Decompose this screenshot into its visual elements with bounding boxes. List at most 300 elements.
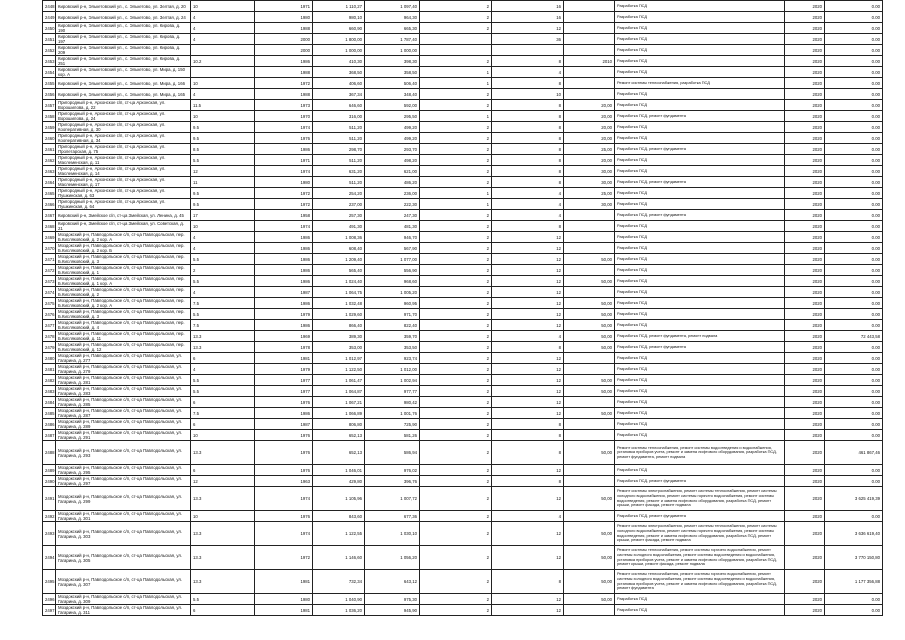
apartments-cell: 4 [492,210,564,221]
apartments-cell: 8 [492,56,564,67]
work-type-cell: Разработка ПСД, ремонт фундамента [615,210,785,221]
work-type-cell: Разработка ПСД [615,265,785,276]
table-row [43,67,883,78]
living-area-cell: 1 787,40 [365,34,420,45]
plan-year-cell: 2020 [785,570,825,594]
apartments-cell: 12 [492,364,564,375]
table-row [43,408,883,419]
table-row [43,375,883,386]
floors-cell: 2 [420,56,492,67]
year-built-cell: 1981 [255,605,313,616]
wear-cell: 4 [191,232,255,243]
apartments-cell: 12 [492,353,564,364]
total-area-cell: 1 066,89 [313,408,365,419]
total-area-cell: 1 046,01 [313,465,365,476]
floors-cell: 2 [420,23,492,34]
wear-cell: 9.5 [191,133,255,144]
extra-cell [564,221,615,232]
address-cell: Кировский р-н, Элькетовский ул., с. Элькетово, ул. Кирова, д. 251 [56,56,191,67]
extra-cell: 20,00 [564,122,615,133]
document-sheet [42,0,882,616]
table-row [43,441,883,465]
living-area-cell: 923,74 [365,353,420,364]
extra-cell: 30,00 [564,199,615,210]
plan-year-cell: 2020 [785,232,825,243]
address-cell: Кировский р-н, Элькетовский ул., с. Элькетово, ул. Мира, д. 166 [56,78,191,89]
year-built-cell: 1980 [255,12,313,23]
apartments-cell: 4 [492,331,564,342]
total-area-cell: 257,30 [313,210,365,221]
row-number: 2497 [43,605,56,616]
cost-cell: 0.00 [825,353,883,364]
year-built-cell: 1976 [255,511,313,522]
floors-cell: 2 [420,353,492,364]
table-row [43,133,883,144]
work-type-cell: Разработка ПСД [615,254,785,265]
total-area-cell: 1 122,55 [313,522,365,546]
wear-cell: 12 [191,476,255,487]
address-cell: Кировский р-н, Элькетовский ул., с. Элькетово, ул. Мира, д. 165 [56,89,191,100]
extra-cell: 20,00 [564,155,615,166]
apartments-cell: 8 [492,133,564,144]
plan-year-cell: 2020 [785,342,825,353]
floors-cell: 2 [420,265,492,276]
row-number: 2473 [43,276,56,287]
wear-cell: 6 [191,353,255,364]
wear-cell: 5.5 [191,386,255,397]
living-area-cell: 1 001,76 [365,408,420,419]
apartments-cell: 8 [492,78,564,89]
row-number: 2492 [43,511,56,522]
floors-cell: 2 [420,276,492,287]
year-built-cell: 2000 [255,45,313,56]
row-number: 2485 [43,408,56,419]
row-number: 2484 [43,397,56,408]
extra-cell: 20,00 [564,100,615,111]
living-area-cell: 353,50 [365,342,420,353]
floors-cell: 1 [420,111,492,122]
plan-year-cell: 2020 [785,441,825,465]
plan-year-cell: 2020 [785,177,825,188]
living-area-cell: 498,20 [365,155,420,166]
cost-cell: 3 636 619,40 [825,522,883,546]
address-cell: Моздокский р-н, Павлодольское с/п, ст-ца Павлодольская, ул. Гагарина, д. 311 [56,605,191,616]
address-cell: Моздокский р-н, Павлодольское с/п, ст-ца Павлодольская, пер. Б.Кисляковский, д. 3 [56,254,191,265]
table-row [43,232,883,243]
wear-cell: 7.5 [191,320,255,331]
living-area-cell: 946,70 [365,232,420,243]
year-built-cell: 1971 [255,155,313,166]
work-type-cell: Разработка ПСД [615,67,785,78]
extra-cell [564,265,615,276]
work-type-cell: Разработка ПСД [615,12,785,23]
address-cell: Моздокский р-н, Павлодольское с/п, ст-ца Павлодольская, ул. Гагарина, д. 277 [56,353,191,364]
address-cell: Моздокский р-н, Павлодольское с/п, ст-ца Павлодольская, ул. Гагарина, д. 301 [56,511,191,522]
total-area-cell: 511,20 [313,122,365,133]
wear-cell: 13.3 [191,546,255,570]
apartments-cell: 8 [492,570,564,594]
floors-cell: 2 [420,309,492,320]
address-cell: Кировский р-н, Змейское с/п, ст-ца Змейская, ул. Ленина, д. 45 [56,210,191,221]
wear-cell: 2 [191,265,255,276]
plan-year-cell: 2020 [785,221,825,232]
total-area-cell: 1 064,75 [313,287,365,298]
extra-cell [564,419,615,430]
apartments-cell: 12 [492,465,564,476]
capital-repair-table [42,0,883,616]
table-row [43,221,883,232]
work-type-cell: Разработка ПСД [615,320,785,331]
extra-cell: 50,00 [564,375,615,386]
table-row [43,546,883,570]
row-number: 2496 [43,594,56,605]
address-cell: Кировский р-н, Элькетовский ул., с. Элькетово, ул. Кирова, д. 190 [56,23,191,34]
cost-cell: 0.00 [825,221,883,232]
work-type-cell: Разработка ПСД [615,465,785,476]
plan-year-cell: 2020 [785,487,825,511]
cost-cell: 0.00 [825,100,883,111]
apartments-cell [492,45,564,56]
plan-year-cell: 2020 [785,122,825,133]
apartments-cell: 8 [492,476,564,487]
address-cell: Моздокский р-н, Павлодольское с/п, ст-ца Павлодольская, ул. Гагарина, д. 309 [56,594,191,605]
row-number: 2468 [43,221,56,232]
table-row [43,419,883,430]
table-row [43,287,883,298]
extra-cell [564,232,615,243]
year-built-cell: 1980 [255,594,313,605]
floors-cell: 2 [420,522,492,546]
row-number: 2462 [43,155,56,166]
living-area-cell: 481,30 [365,221,420,232]
year-built-cell: 1972 [255,188,313,199]
cost-cell: 0.00 [825,287,883,298]
floors-cell: 1 [420,199,492,210]
cost-cell: 0.00 [825,232,883,243]
extra-cell [564,67,615,78]
total-area-cell: 652,13 [313,430,365,441]
living-area-cell: 1 077,00 [365,254,420,265]
table-row [43,594,883,605]
row-number: 2495 [43,570,56,594]
year-built-cell: 1976 [255,465,313,476]
extra-cell [564,89,615,100]
plan-year-cell: 2020 [785,331,825,342]
cost-cell: 0.00 [825,276,883,287]
living-area-cell: 499,20 [365,133,420,144]
floors-cell: 2 [420,511,492,522]
year-built-cell: 1971 [255,1,313,12]
row-number: 2478 [43,331,56,342]
apartments-cell: 8 [492,122,564,133]
wear-cell: 7.5 [191,298,255,309]
total-area-cell: 1 012,97 [313,353,365,364]
apartments-cell: 12 [492,546,564,570]
work-type-cell: Ремонт системы теплоснабжения, разработка ПСД [615,78,785,89]
wear-cell: 10 [191,430,255,441]
extra-cell: 50,00 [564,309,615,320]
table-row [43,265,883,276]
address-cell: Моздокский р-н, Павлодольское с/п, ст-ца Павлодольская, ул. Гагарина, д. 305 [56,546,191,570]
row-number: 2452 [43,45,56,56]
row-number: 2480 [43,353,56,364]
apartments-cell: 12 [492,23,564,34]
wear-cell: 6 [191,465,255,476]
wear-cell: 9.5 [191,122,255,133]
plan-year-cell: 2020 [785,210,825,221]
year-built-cell: 1988 [255,89,313,100]
plan-year-cell: 2020 [785,265,825,276]
total-area-cell: 1 105,96 [313,487,365,511]
work-type-cell: Разработка ПСД [615,386,785,397]
row-number: 2472 [43,265,56,276]
table-row [43,188,883,199]
extra-cell: 50,00 [564,342,615,353]
year-built-cell: 1986 [255,243,313,254]
living-area-cell: 1 005,20 [365,287,420,298]
year-built-cell: 1976 [255,133,313,144]
total-area-cell: 511,20 [313,177,365,188]
cost-cell: 0.00 [825,419,883,430]
plan-year-cell: 2020 [785,166,825,177]
year-built-cell: 1958 [255,210,313,221]
year-built-cell: 1986 [255,276,313,287]
living-area-cell: 247,30 [365,210,420,221]
plan-year-cell: 2020 [785,522,825,546]
extra-cell: 2010 [564,56,615,67]
row-number: 2494 [43,546,56,570]
row-number: 2454 [43,67,56,78]
floors-cell: 2 [420,342,492,353]
work-type-cell: Ремонт системы теплоснабжения, ремонт системы водоотведения и водоснабжения, установка приборов учета, ремонт и замена лифтового оборудования, разработка ПСД, ремонт фундамента, ремонт подвала [615,441,785,465]
living-area-cell: 960,95 [365,298,420,309]
plan-year-cell: 2020 [785,309,825,320]
table-row [43,210,883,221]
table-row [43,111,883,122]
cost-cell: 0.00 [825,298,883,309]
wear-cell [191,45,255,56]
total-area-cell: 491,30 [313,221,365,232]
floors-cell: 2 [420,12,492,23]
row-number: 2487 [43,430,56,441]
year-built-cell: 1974 [255,487,313,511]
extra-cell: 50,00 [564,386,615,397]
extra-cell: 25,00 [564,188,615,199]
total-area-cell: 1 032,48 [313,298,365,309]
wear-cell: 13.3 [191,331,255,342]
row-number: 2463 [43,166,56,177]
floors-cell: 2 [420,570,492,594]
apartments-cell: 8 [492,441,564,465]
work-type-cell: Разработка ПСД [615,594,785,605]
living-area-cell: 621,00 [365,166,420,177]
cost-cell: 0.00 [825,465,883,476]
total-area-cell: 298,70 [313,144,365,155]
extra-cell [564,430,615,441]
work-type-cell: Разработка ПСД [615,276,785,287]
living-area-cell: 1 000,00 [365,45,420,56]
extra-cell [564,605,615,616]
apartments-cell: 12 [492,232,564,243]
wear-cell: 10 [191,78,255,89]
cost-cell: 0.00 [825,89,883,100]
apartments-cell: 8 [492,100,564,111]
plan-year-cell: 2020 [785,243,825,254]
year-built-cell: 1988 [255,23,313,34]
plan-year-cell: 2020 [785,45,825,56]
cost-cell: 0.00 [825,309,883,320]
wear-cell: 17 [191,210,255,221]
total-area-cell: 646,60 [313,100,365,111]
wear-cell: 5.5 [191,254,255,265]
work-type-cell: Разработка ПСД [615,287,785,298]
wear-cell: 4 [191,287,255,298]
apartments-cell: 12 [492,386,564,397]
extra-cell [564,287,615,298]
total-area-cell: 1 008,36 [313,232,365,243]
living-area-cell: 581,26 [365,430,420,441]
table-row [43,100,883,111]
table-row [43,342,883,353]
wear-cell: 11 [191,177,255,188]
living-area-cell: 236,00 [365,188,420,199]
work-type-cell: Разработка ПСД [615,430,785,441]
extra-cell: 25,00 [564,144,615,155]
table-row [43,166,883,177]
extra-cell [564,465,615,476]
plan-year-cell: 2020 [785,276,825,287]
year-built-cell: 1974 [255,221,313,232]
plan-year-cell: 2020 [785,67,825,78]
total-area-cell: 410,30 [313,56,365,67]
work-type-cell: Разработка ПСД [615,34,785,45]
plan-year-cell: 2020 [785,375,825,386]
year-built-cell: 1979 [255,364,313,375]
year-built-cell: 1981 [255,353,313,364]
apartments-cell: 12 [492,309,564,320]
extra-cell [564,23,615,34]
year-built-cell: 1973 [255,100,313,111]
extra-cell: 50,00 [564,320,615,331]
living-area-cell: 398,30 [365,56,420,67]
living-area-cell: 486,20 [365,177,420,188]
address-cell: Моздокский р-н, Павлодольское с/п, ст-ца Павлодольская, пер. Б.Кисляковский, д. 1 [56,265,191,276]
year-built-cell: 1987 [255,419,313,430]
living-area-cell: 975,30 [365,594,420,605]
living-area-cell: 968,60 [365,276,420,287]
total-area-cell: 980,10 [313,12,365,23]
year-built-cell: 1976 [255,430,313,441]
total-area-cell: 429,80 [313,476,365,487]
address-cell: Кировский р-н, Элькетовский ул., с. Элькетово, ул. Мира, д. 150 кор. А [56,67,191,78]
address-cell: Пригородный р-н, Архонское с/п, ст-ца Архонская, ул. Маслеменская, д. 17 [56,177,191,188]
plan-year-cell: 2020 [785,100,825,111]
row-number: 2465 [43,188,56,199]
cost-cell: 0.00 [825,342,883,353]
address-cell: Пригородный р-н, Архонское с/п, ст-ца Архонская, ул. Пушкинская, д. 64 [56,199,191,210]
wear-cell: 11.5 [191,100,255,111]
work-type-cell: Разработка ПСД [615,364,785,375]
extra-cell: 50,00 [564,441,615,465]
work-type-cell: Разработка ПСД [615,298,785,309]
apartments-cell: 8 [492,111,564,122]
living-area-cell: 396,76 [365,476,420,487]
living-area-cell: 643,12 [365,570,420,594]
row-number: 2474 [43,287,56,298]
extra-cell: 50,00 [564,570,615,594]
plan-year-cell: 2020 [785,155,825,166]
wear-cell: 10 [191,1,255,12]
work-type-cell: Разработка ПСД, ремонт фундамента [615,511,785,522]
floors-cell: 2 [420,100,492,111]
work-type-cell: Разработка ПСД, ремонт фундамента [615,144,785,155]
table-row [43,122,883,133]
address-cell: Моздокский р-н, Павлодольское с/п, ст-ца Павлодольская, пер. Б.Кисляковский, д. 4 [56,320,191,331]
table-row [43,364,883,375]
living-area-cell: 1 097,40 [365,1,420,12]
plan-year-cell: 2020 [785,23,825,34]
living-area-cell: 506,40 [365,78,420,89]
row-number: 2477 [43,320,56,331]
year-built-cell: 1969 [255,331,313,342]
total-area-cell: 353,00 [313,342,365,353]
table-row [43,254,883,265]
row-number: 2471 [43,254,56,265]
table-row [43,1,883,12]
year-built-cell: 1986 [255,408,313,419]
extra-cell: 50,00 [564,276,615,287]
plan-year-cell: 2020 [785,199,825,210]
floors-cell: 2 [420,476,492,487]
table-row [43,465,883,476]
plan-year-cell: 2020 [785,419,825,430]
work-type-cell: Ремонт системы электроснабжения, ремонт системы теплоснабжения, ремонт системы холодного водоснабжения, ремонт системы горячего водоснабжения, ремонт системы водоотведения, ремонт и замена лифтового оборудования, разработка ПСД, ремонт крыши, ремонт фасада, ремонт подвала [615,487,785,511]
floors-cell: 2 [420,397,492,408]
row-number: 2488 [43,441,56,465]
address-cell: Моздокский р-н, Павлодольское с/п, ст-ца Павлодольская, пер. Б.Кисляковский, д. 2 [56,287,191,298]
table-row [43,476,883,487]
table-row [43,320,883,331]
floors-cell [420,45,492,56]
wear-cell: 8.5 [191,144,255,155]
work-type-cell: Разработка ПСД [615,133,785,144]
row-number: 2483 [43,386,56,397]
row-number: 2449 [43,12,56,23]
extra-cell [564,353,615,364]
extra-cell: 50,00 [564,522,615,546]
address-cell: Моздокский р-н, Павлодольское с/п, ст-ца Павлодольская, пер. Б.Кисляковский, д. 2 кор. Б [56,243,191,254]
year-built-cell: 1976 [255,397,313,408]
work-type-cell: Ремонт системы электроснабжения, ремонт системы теплоснабжения, ремонт системы холодного водоснабжения, ремонт системы горячего водоснабжения, ремонт системы водоотведения, ремонт и замена лифтового оборудования, разработка ПСД, ремонт крыши, ремонт фасада, ремонт подвала [615,522,785,546]
floors-cell: 2 [420,243,492,254]
living-area-cell: 586,94 [365,441,420,465]
wear-cell: 10 [191,221,255,232]
total-area-cell: 565,40 [313,265,365,276]
work-type-cell: Разработка ПСД [615,89,785,100]
extra-cell [564,243,615,254]
wear-cell [191,67,255,78]
address-cell: Моздокский р-н, Павлодольское с/п, ст-ца Павлодольская, ул. Гагарина, д. 291 [56,430,191,441]
work-type-cell: Разработка ПСД [615,122,785,133]
cost-cell: 0.00 [825,133,883,144]
address-cell: Моздокский р-н, Павлодольское с/п, ст-ца Павлодольская, ул. Гагарина, д. 295 [56,465,191,476]
table-row [43,89,883,100]
work-type-cell: Разработка ПСД, ремонт фундамента [615,476,785,487]
cost-cell: 0.00 [825,1,883,12]
cost-cell: 0.00 [825,67,883,78]
cost-cell: 0.00 [825,408,883,419]
living-area-cell: 677,36 [365,511,420,522]
